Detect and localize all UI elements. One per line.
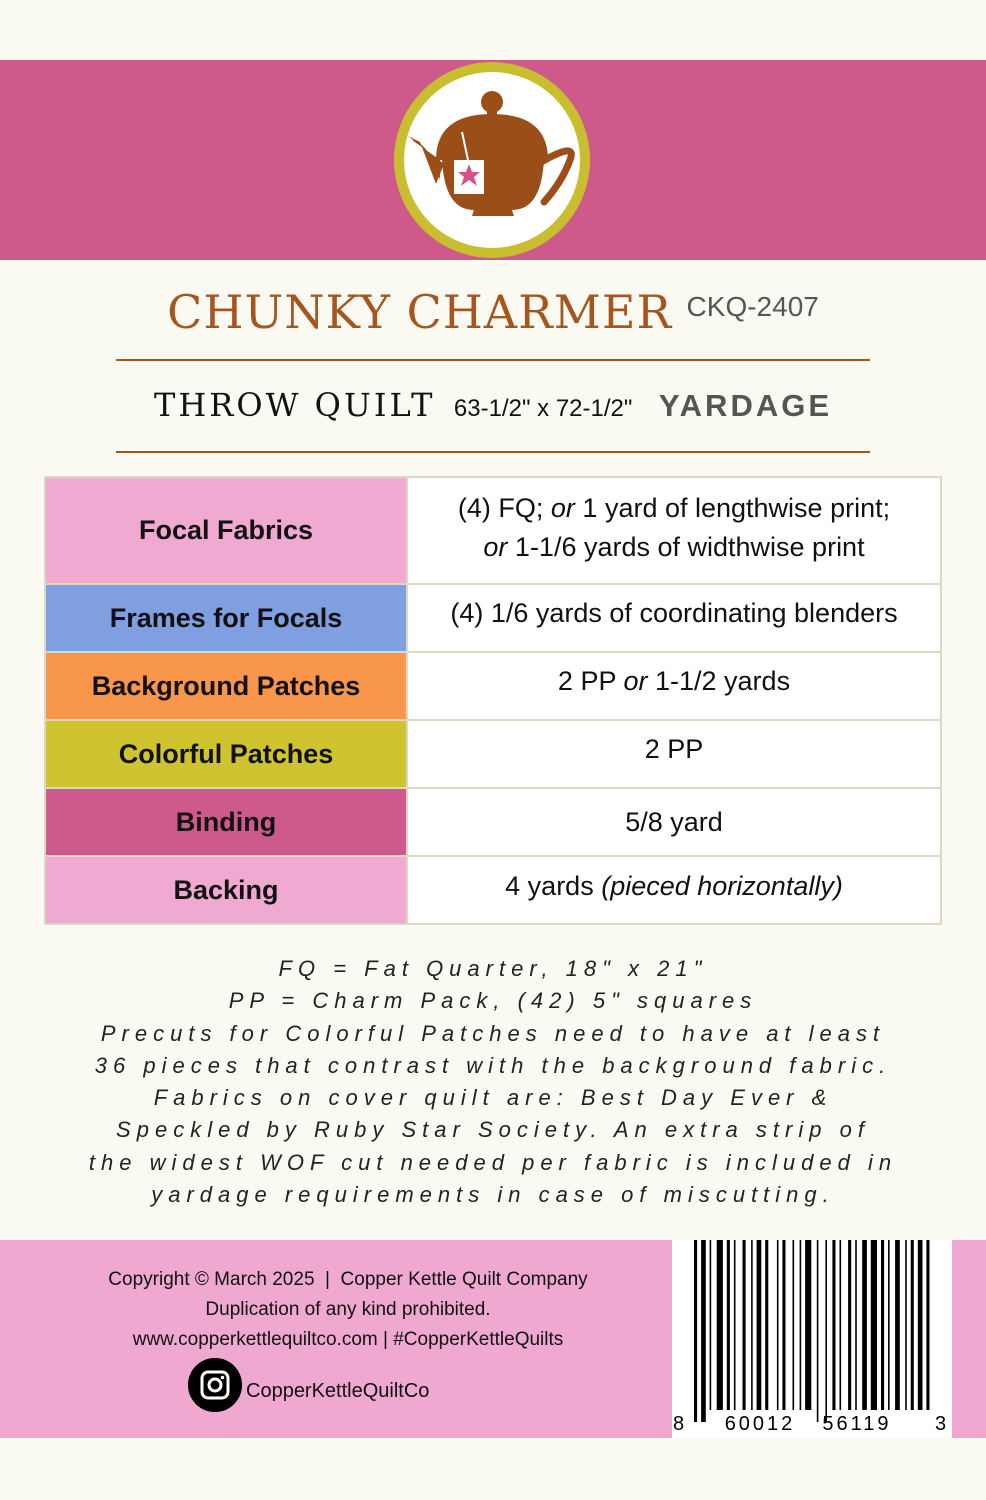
barcode-bar <box>717 1240 723 1410</box>
table-row <box>45 856 941 924</box>
table-row <box>45 720 941 788</box>
table-row <box>45 584 941 652</box>
barcode-bar <box>757 1240 762 1410</box>
value-text: 1-1/2 yards <box>647 665 791 696</box>
barcode-bar <box>840 1240 842 1410</box>
row-label: Colorful Patches <box>45 720 407 788</box>
barcode-bar <box>832 1240 835 1410</box>
barcode-digits: 8 <box>672 1413 688 1435</box>
row-label: Focal Fabrics <box>45 477 407 584</box>
note-line: Fabrics on cover quilt are: Best Day Ever & <box>153 1085 833 1111</box>
row-label: Background Patches <box>45 652 407 720</box>
barcode-bar <box>926 1240 929 1410</box>
row-label: Frames for Focals <box>45 584 407 652</box>
value-emphasis: or <box>483 531 508 562</box>
row-label: Binding <box>45 788 407 856</box>
note-line: yardage requirements in case of miscutting. <box>151 1182 835 1208</box>
value-text: 2 PP <box>557 665 624 696</box>
footer-text <box>48 1265 648 1355</box>
barcode-bar <box>817 1240 819 1422</box>
note-line: Precuts for Colorful Patches need to have at least <box>100 1020 886 1046</box>
barcode-bar <box>734 1240 736 1410</box>
barcode-bar <box>888 1240 890 1410</box>
barcode-bar <box>805 1240 811 1410</box>
note-line: the widest WOF cut needed per fabric is included in <box>88 1149 898 1175</box>
barcode-bar <box>862 1240 867 1410</box>
section-label: YARDAGE <box>658 388 833 423</box>
barcode-digits: 60012 <box>724 1413 796 1435</box>
table-row <box>45 788 941 856</box>
quilt-kind: THROW QUILT <box>153 386 436 424</box>
teapot-logo-icon <box>392 60 592 260</box>
barcode-bar <box>881 1240 884 1410</box>
barcode-bar <box>848 1240 851 1410</box>
note-line: 36 pieces that contrast with the background fabric. <box>94 1052 892 1078</box>
row-value <box>407 584 941 652</box>
value-text: 2 PP <box>644 733 704 764</box>
barcode-icon <box>672 1240 952 1438</box>
row-value <box>407 788 941 856</box>
barcode-bar <box>751 1240 753 1410</box>
website-line[interactable]: www.copperkettlequiltco.com | #CopperKettleQuilts <box>132 1329 564 1350</box>
value-emphasis: or <box>550 492 575 523</box>
notes-block <box>0 953 986 1211</box>
value-text: (4) 1/6 yards of coordinating blenders <box>450 597 898 628</box>
table-row <box>45 477 941 584</box>
barcode-bar <box>710 1240 712 1410</box>
bottom-divider <box>116 451 870 453</box>
barcode-bar <box>701 1240 706 1422</box>
value-text: 5/8 yard <box>625 806 723 837</box>
duplication-line: Duplication of any kind prohibited. <box>205 1299 491 1320</box>
value-text: (4) FQ; <box>457 492 551 523</box>
note-line: FQ = Fat Quarter, 18" x 21" <box>278 956 708 981</box>
row-label: Backing <box>45 856 407 924</box>
table-row <box>45 652 941 720</box>
barcode-bar <box>743 1240 746 1410</box>
row-value <box>407 477 941 584</box>
barcode <box>672 1240 952 1438</box>
barcode-digits: 3 <box>934 1413 950 1435</box>
barcode-bar <box>825 1240 827 1422</box>
value-emphasis: or <box>623 665 648 696</box>
copyright-line: Copyright © March 2025 | Copper Kettle Quilt Company <box>108 1269 588 1290</box>
barcode-bar <box>905 1240 907 1410</box>
quilt-size: 63-1/2" x 72-1/2" <box>453 395 633 422</box>
top-divider <box>116 359 870 361</box>
barcode-bar <box>782 1240 785 1410</box>
barcode-bar <box>694 1240 697 1422</box>
barcode-bar <box>727 1240 730 1410</box>
pattern-code: CKQ-2407 <box>686 291 819 322</box>
barcode-bar <box>765 1240 768 1410</box>
note-line: Speckled by Ruby Star Society. An extra strip of <box>116 1117 870 1143</box>
barcode-bar <box>871 1240 877 1410</box>
value-text: 1-1/6 yards of widthwise print <box>507 531 865 562</box>
row-value <box>407 652 941 720</box>
value-emphasis: (pieced horizontally) <box>601 870 843 901</box>
value-text: 1 yard of lengthwise print; <box>574 492 891 523</box>
value-text: 4 yards <box>505 870 602 901</box>
barcode-bar <box>895 1240 900 1410</box>
barcode-digits: 56119 <box>822 1413 892 1435</box>
row-value <box>407 720 941 788</box>
barcode-bar <box>855 1240 857 1410</box>
barcode-bar <box>800 1240 802 1410</box>
instagram-icon[interactable] <box>188 1358 242 1412</box>
note-line: PP = Charm Pack, (42) 5" squares <box>228 988 758 1014</box>
subtitle-row <box>0 386 986 424</box>
title-row <box>0 285 986 339</box>
yardage-table <box>44 476 942 925</box>
pattern-title: CHUNKY CHARMER <box>167 285 673 339</box>
instagram-handle[interactable]: CopperKettleQuiltCo <box>246 1380 430 1402</box>
barcode-bar <box>911 1240 914 1410</box>
barcode-bar <box>793 1240 795 1410</box>
barcode-bar <box>918 1240 923 1410</box>
row-value <box>407 856 941 924</box>
barcode-bar <box>777 1240 779 1410</box>
